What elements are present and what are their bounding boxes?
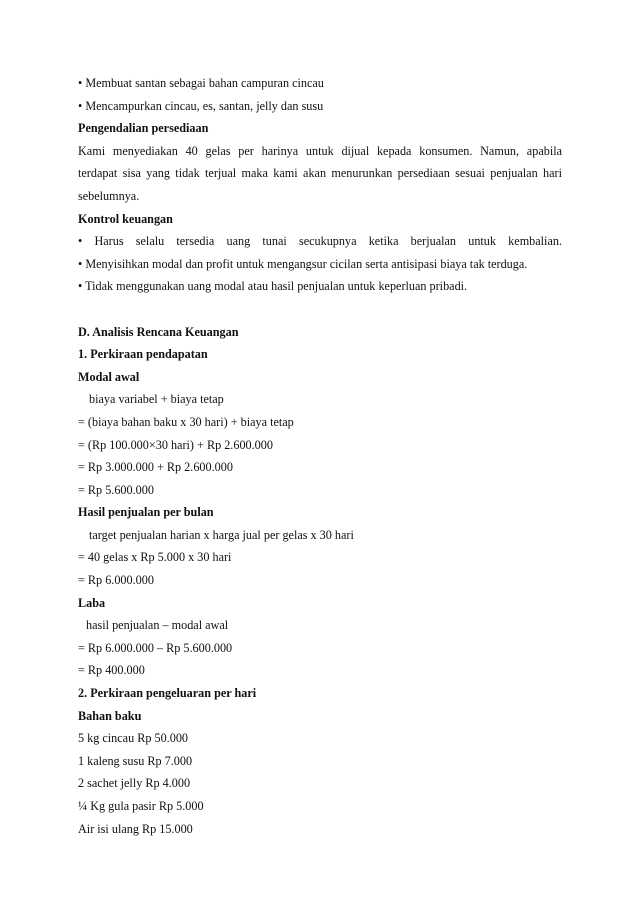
list-item: 2 sachet jelly Rp 4.000 <box>78 776 191 791</box>
chapter-heading: D. Analisis Rencana Keuangan <box>78 324 239 339</box>
formula-line: hasil penjualan – modal awal <box>86 618 229 633</box>
item-heading: Modal awal <box>78 369 140 384</box>
blank-line <box>78 298 562 321</box>
section-heading: Pengendalian persediaan <box>78 121 209 136</box>
formula-line: = (biaya bahan baku x 30 hari) + biaya tetap <box>78 414 294 429</box>
formula-line: biaya variabel + biaya tetap <box>89 392 224 407</box>
formula-line: = 40 gelas x Rp 5.000 x 30 hari <box>78 550 232 565</box>
list-item: 1 kaleng susu Rp 7.000 <box>78 753 193 768</box>
item-heading: Laba <box>78 595 106 610</box>
formula-line: = (Rp 100.000×30 hari) + Rp 2.600.000 <box>78 437 273 452</box>
document-page <box>78 72 562 840</box>
subsection-heading: 2. Perkiraan pengeluaran per hari <box>78 686 257 701</box>
bullet-item: • Tidak menggunakan uang modal atau hasil penjualan untuk keperluan pribadi. <box>78 279 468 294</box>
bullet-item: • Menyisihkan modal dan profit untuk mengangsur cicilan serta antisipasi biaya tak terduga. <box>78 256 528 271</box>
formula-line: = Rp 5.600.000 <box>78 482 154 497</box>
list-item: Air isi ulang Rp 15.000 <box>78 821 193 836</box>
formula-line: = Rp 6.000.000 – Rp 5.600.000 <box>78 640 233 655</box>
bullet-item: • Membuat santan sebagai bahan campuran cincau <box>78 76 324 90</box>
formula-line: target penjualan harian x harga jual per gelas x 30 hari <box>89 527 354 542</box>
formula-line: = Rp 6.000.000 <box>78 573 154 588</box>
formula-line: = Rp 400.000 <box>78 663 145 678</box>
list-item: ¼ Kg gula pasir Rp 5.000 <box>78 799 204 813</box>
item-heading: Hasil penjualan per bulan <box>78 505 214 520</box>
section-heading: Kontrol keuangan <box>78 211 173 226</box>
paragraph-line: Kami menyediakan 40 gelas per harinya untuk dijual kepada konsumen. Namun, apabila <box>78 143 562 158</box>
formula-line: = Rp 3.000.000 + Rp 2.600.000 <box>78 460 233 475</box>
bullet-item: • Harus selalu tersedia uang tunai secukupnya ketika berjualan untuk kembalian. <box>78 234 562 249</box>
item-heading: Bahan baku <box>78 708 142 723</box>
bullet-item: • Mencampurkan cincau, es, santan, jelly dan susu <box>78 98 324 113</box>
paragraph-line: sebelumnya. <box>78 188 140 203</box>
paragraph-line: terdapat sisa yang tidak terjual maka kami akan menurunkan persediaan sesuai penjualan hari <box>78 166 562 181</box>
subsection-heading: 1. Perkiraan pendapatan <box>78 347 208 362</box>
list-item: 5 kg cincau Rp 50.000 <box>78 731 189 746</box>
